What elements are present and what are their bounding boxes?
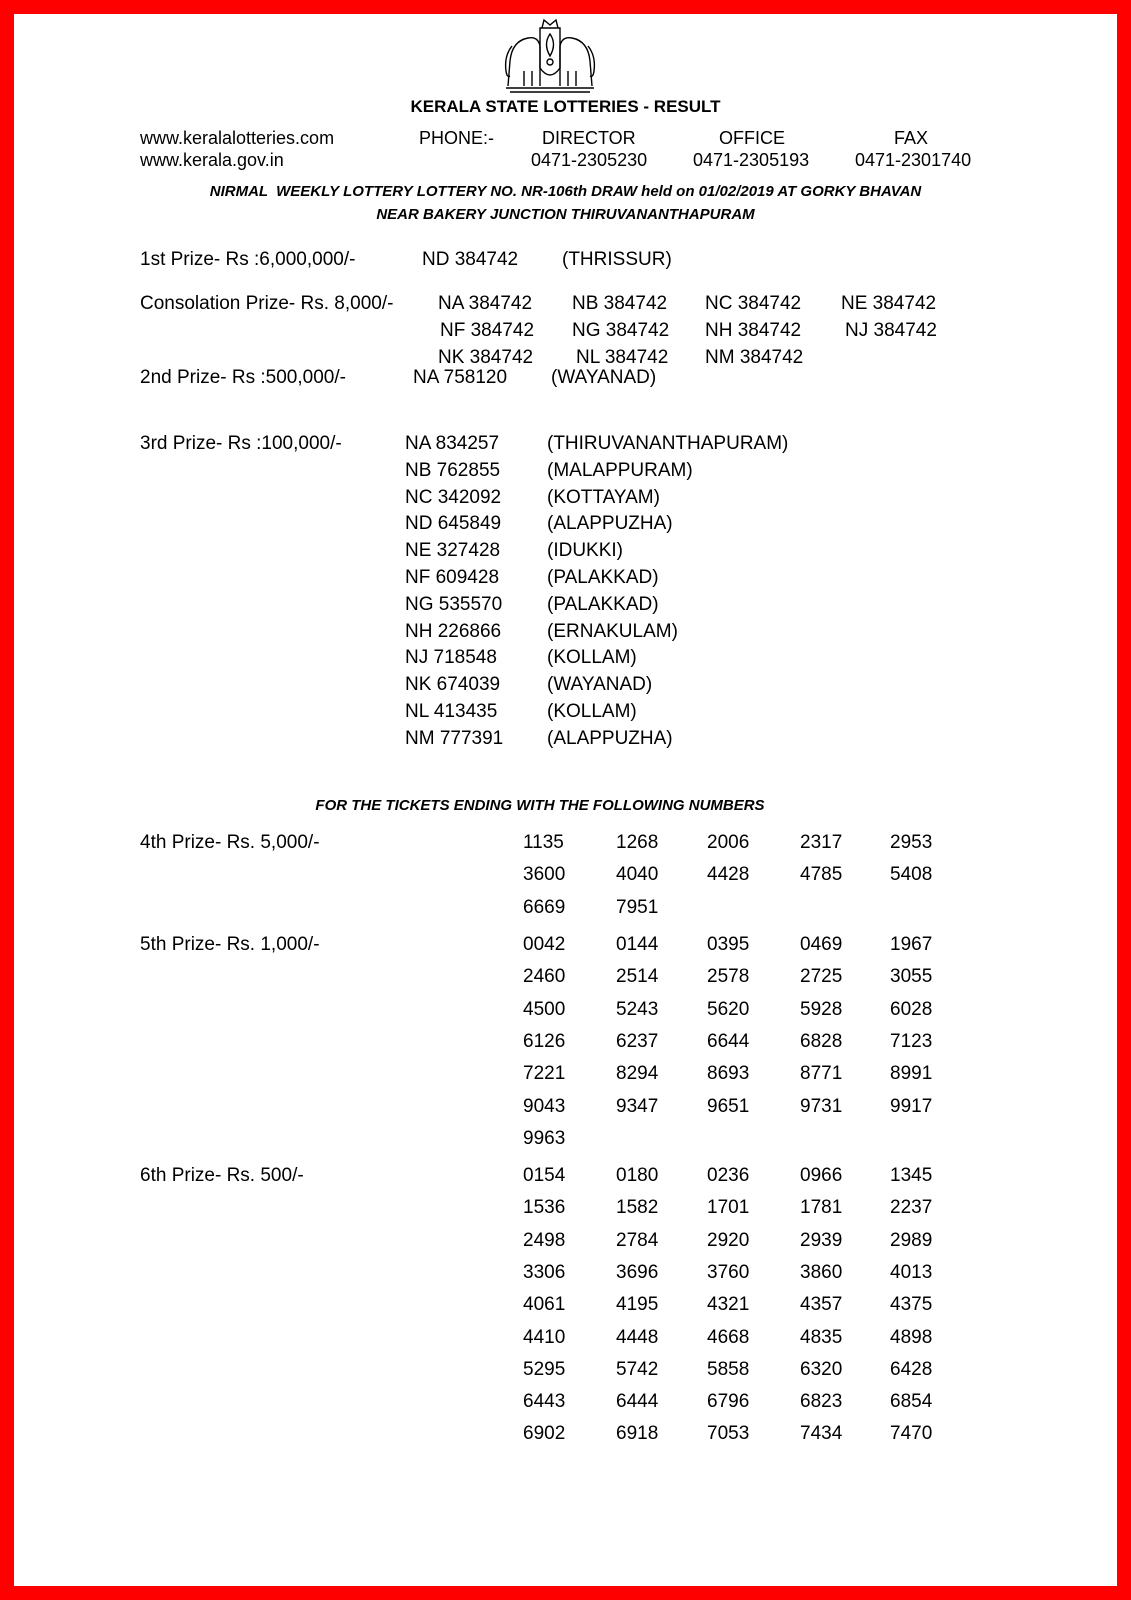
- ending-number: 5408: [890, 864, 933, 886]
- ending-number: 9043: [523, 1095, 566, 1117]
- ending-number: 8991: [890, 1063, 933, 1085]
- ending-number: 7053: [707, 1423, 750, 1445]
- ending-number: 7434: [800, 1423, 843, 1445]
- phone-label: PHONE:-: [419, 128, 495, 148]
- third-prize-ticket: NC 342092: [405, 486, 502, 508]
- ending-number: 9651: [707, 1095, 750, 1117]
- ending-number: 1781: [800, 1197, 843, 1219]
- ending-number: 6126: [523, 1030, 566, 1052]
- director-phone: 0471-2305230: [531, 150, 648, 170]
- consolation-ticket: NH 384742: [705, 320, 802, 341]
- ending-number: 2317: [800, 832, 843, 853]
- ending-number: 6028: [890, 998, 933, 1020]
- ending-number: 7221: [523, 1063, 566, 1085]
- ending-number: 1701: [707, 1197, 750, 1219]
- ending-number: 6237: [616, 1030, 659, 1052]
- ending-number: 2460: [523, 966, 566, 988]
- ending-number: 4195: [616, 1294, 659, 1316]
- kerala-emblem-icon: [500, 16, 600, 96]
- third-prize-place: (IDUKKI): [547, 540, 623, 562]
- ending-number: 6854: [890, 1391, 933, 1413]
- ending-number: 3760: [707, 1261, 750, 1283]
- first-prize-label: 1st Prize- Rs :6,000,000/-: [140, 249, 356, 270]
- ending-number: 0236: [707, 1165, 750, 1186]
- ending-number: 0180: [616, 1165, 659, 1186]
- ending-number: 6918: [616, 1423, 659, 1445]
- third-prize-ticket: NH 226866: [405, 620, 502, 642]
- ending-number: 4668: [707, 1326, 750, 1348]
- ending-number: 0966: [800, 1165, 843, 1186]
- website-link-keralalotteries[interactable]: www.keralalotteries.com: [140, 128, 335, 148]
- ending-number: 6828: [800, 1030, 843, 1052]
- ending-number: 3860: [800, 1261, 843, 1283]
- third-prize-ticket: NL 413435: [405, 701, 498, 722]
- ending-number: 1268: [616, 832, 659, 853]
- ending-number: 5742: [616, 1358, 659, 1380]
- ending-numbers-heading: FOR THE TICKETS ENDING WITH THE FOLLOWING NUMBERS: [315, 797, 765, 814]
- ending-number: 0154: [523, 1165, 566, 1186]
- ending-number: 9963: [523, 1127, 566, 1149]
- ending-number: 6796: [707, 1391, 750, 1413]
- consolation-ticket: NK 384742: [438, 347, 534, 368]
- third-prize-place: (KOTTAYAM): [547, 486, 660, 508]
- consolation-ticket: NM 384742: [705, 347, 804, 368]
- ending-number: 4785: [800, 864, 843, 886]
- third-prize-ticket: NJ 718548: [405, 647, 497, 669]
- ending-number: 4357: [800, 1294, 843, 1316]
- third-prize-place: (THIRUVANANTHAPURAM): [547, 433, 789, 454]
- ending-number: 2237: [890, 1197, 933, 1219]
- ending-number: 2953: [890, 832, 933, 853]
- third-prize-label: 3rd Prize- Rs :100,000/-: [140, 433, 342, 454]
- ending-number: 6444: [616, 1391, 659, 1413]
- website-link-keralagov[interactable]: www.kerala.gov.in: [140, 150, 284, 170]
- consolation-ticket: NG 384742: [572, 320, 670, 341]
- ending-number: 1582: [616, 1197, 659, 1219]
- ending-number: 6823: [800, 1391, 843, 1413]
- fax-phone: 0471-2301740: [855, 150, 972, 170]
- ending-number: 2989: [890, 1229, 933, 1251]
- director-label: DIRECTOR: [542, 128, 636, 148]
- ending-number: 6320: [800, 1358, 843, 1380]
- ending-number: 7951: [616, 896, 659, 918]
- ending-number: 4428: [707, 864, 750, 886]
- third-prize-place: (ERNAKULAM): [547, 620, 678, 642]
- first-prize-ticket: ND 384742: [422, 249, 519, 270]
- fifth-prize-label: 5th Prize- Rs. 1,000/-: [140, 934, 320, 955]
- third-prize-place: (ALAPPUZHA): [547, 513, 673, 535]
- ending-number: 4500: [523, 998, 566, 1020]
- ending-number: 5858: [707, 1358, 750, 1380]
- ending-number: 3306: [523, 1261, 566, 1283]
- third-prize-ticket: NE 327428: [405, 540, 501, 562]
- consolation-ticket: NL 384742: [576, 347, 669, 368]
- third-prize-ticket: NM 777391: [405, 727, 504, 749]
- ending-number: 4448: [616, 1326, 659, 1348]
- ending-number: 1536: [523, 1197, 566, 1219]
- ending-number: 4835: [800, 1326, 843, 1348]
- ending-number: 5295: [523, 1358, 566, 1380]
- ending-number: 8771: [800, 1063, 843, 1085]
- ending-number: 6902: [523, 1423, 566, 1445]
- third-prize-place: (PALAKKAD): [547, 567, 659, 588]
- third-prize-ticket: NA 834257: [405, 433, 500, 454]
- draw-info-line2: NEAR BAKERY JUNCTION THIRUVANANTHAPURAM: [376, 206, 755, 223]
- ending-number: 5928: [800, 998, 843, 1020]
- ending-number: 2939: [800, 1229, 843, 1251]
- page-title: KERALA STATE LOTTERIES - RESULT: [410, 97, 721, 116]
- second-prize-label: 2nd Prize- Rs :500,000/-: [140, 367, 346, 388]
- ending-number: 9731: [800, 1095, 843, 1117]
- ending-number: 3696: [616, 1261, 659, 1283]
- ending-number: 4040: [616, 864, 659, 886]
- ending-number: 1345: [890, 1165, 933, 1186]
- ending-number: 2006: [707, 832, 750, 853]
- third-prize-place: (MALAPPURAM): [547, 459, 693, 481]
- ending-number: 6428: [890, 1358, 933, 1380]
- ending-number: 9347: [616, 1095, 659, 1117]
- consolation-ticket: NB 384742: [572, 293, 668, 314]
- ending-number: 6669: [523, 896, 566, 918]
- third-prize-ticket: NG 535570: [405, 593, 503, 615]
- draw-info-line1: NIRMAL WEEKLY LOTTERY LOTTERY NO. NR-106th DRAW held on 01/02/2019 AT GORKY BHAVAN: [209, 183, 922, 200]
- ending-number: 2725: [800, 966, 843, 988]
- ending-number: 7123: [890, 1030, 933, 1052]
- ending-number: 1967: [890, 934, 933, 955]
- ending-number: 4321: [707, 1294, 750, 1316]
- third-prize-place: (PALAKKAD): [547, 593, 659, 615]
- ending-number: 7470: [890, 1423, 933, 1445]
- consolation-ticket: NC 384742: [705, 293, 802, 314]
- ending-number: 6644: [707, 1030, 750, 1052]
- ending-number: 4898: [890, 1326, 933, 1348]
- office-label: OFFICE: [719, 128, 785, 148]
- ending-number: 5243: [616, 998, 659, 1020]
- third-prize-ticket: NF 609428: [405, 567, 500, 588]
- consolation-ticket: NE 384742: [841, 293, 937, 314]
- office-phone: 0471-2305193: [693, 150, 810, 170]
- consolation-ticket: NF 384742: [440, 320, 535, 341]
- third-prize-place: (ALAPPUZHA): [547, 727, 673, 749]
- ending-number: 2514: [616, 966, 659, 988]
- ending-number: 8693: [707, 1063, 750, 1085]
- ending-number: 0144: [616, 934, 659, 955]
- third-prize-ticket: NK 674039: [405, 674, 501, 696]
- third-prize-ticket: ND 645849: [405, 513, 502, 535]
- fax-label: FAX: [894, 128, 929, 148]
- consolation-ticket: NJ 384742: [845, 320, 937, 341]
- ending-number: 4375: [890, 1294, 933, 1316]
- third-prize-place: (KOLLAM): [547, 701, 637, 722]
- ending-number: 4013: [890, 1261, 933, 1283]
- third-prize-ticket: NB 762855: [405, 459, 501, 481]
- ending-number: 2498: [523, 1229, 566, 1251]
- sixth-prize-label: 6th Prize- Rs. 500/-: [140, 1165, 304, 1186]
- ending-number: 8294: [616, 1063, 659, 1085]
- ending-number: 0395: [707, 934, 750, 955]
- ending-number: 0042: [523, 934, 566, 955]
- ending-number: 6443: [523, 1391, 566, 1413]
- second-prize-place: (WAYANAD): [551, 367, 657, 388]
- ending-number: 2784: [616, 1229, 659, 1251]
- consolation-prize-label: Consolation Prize- Rs. 8,000/-: [140, 293, 394, 314]
- ending-number: 4061: [523, 1294, 566, 1316]
- ending-number: 9917: [890, 1095, 933, 1117]
- ending-number: 4410: [523, 1326, 566, 1348]
- ending-number: 2920: [707, 1229, 750, 1251]
- ending-number: 2578: [707, 966, 750, 988]
- second-prize-ticket: NA 758120: [413, 367, 508, 388]
- third-prize-place: (WAYANAD): [547, 674, 653, 696]
- third-prize-place: (KOLLAM): [547, 647, 637, 669]
- ending-number: 5620: [707, 998, 750, 1020]
- ending-number: 3600: [523, 864, 566, 886]
- first-prize-place: (THRISSUR): [562, 249, 672, 270]
- consolation-ticket: NA 384742: [438, 293, 533, 314]
- fourth-prize-label: 4th Prize- Rs. 5,000/-: [140, 832, 320, 853]
- ending-number: 1135: [523, 832, 564, 853]
- ending-number: 3055: [890, 966, 933, 988]
- ending-number: 0469: [800, 934, 843, 955]
